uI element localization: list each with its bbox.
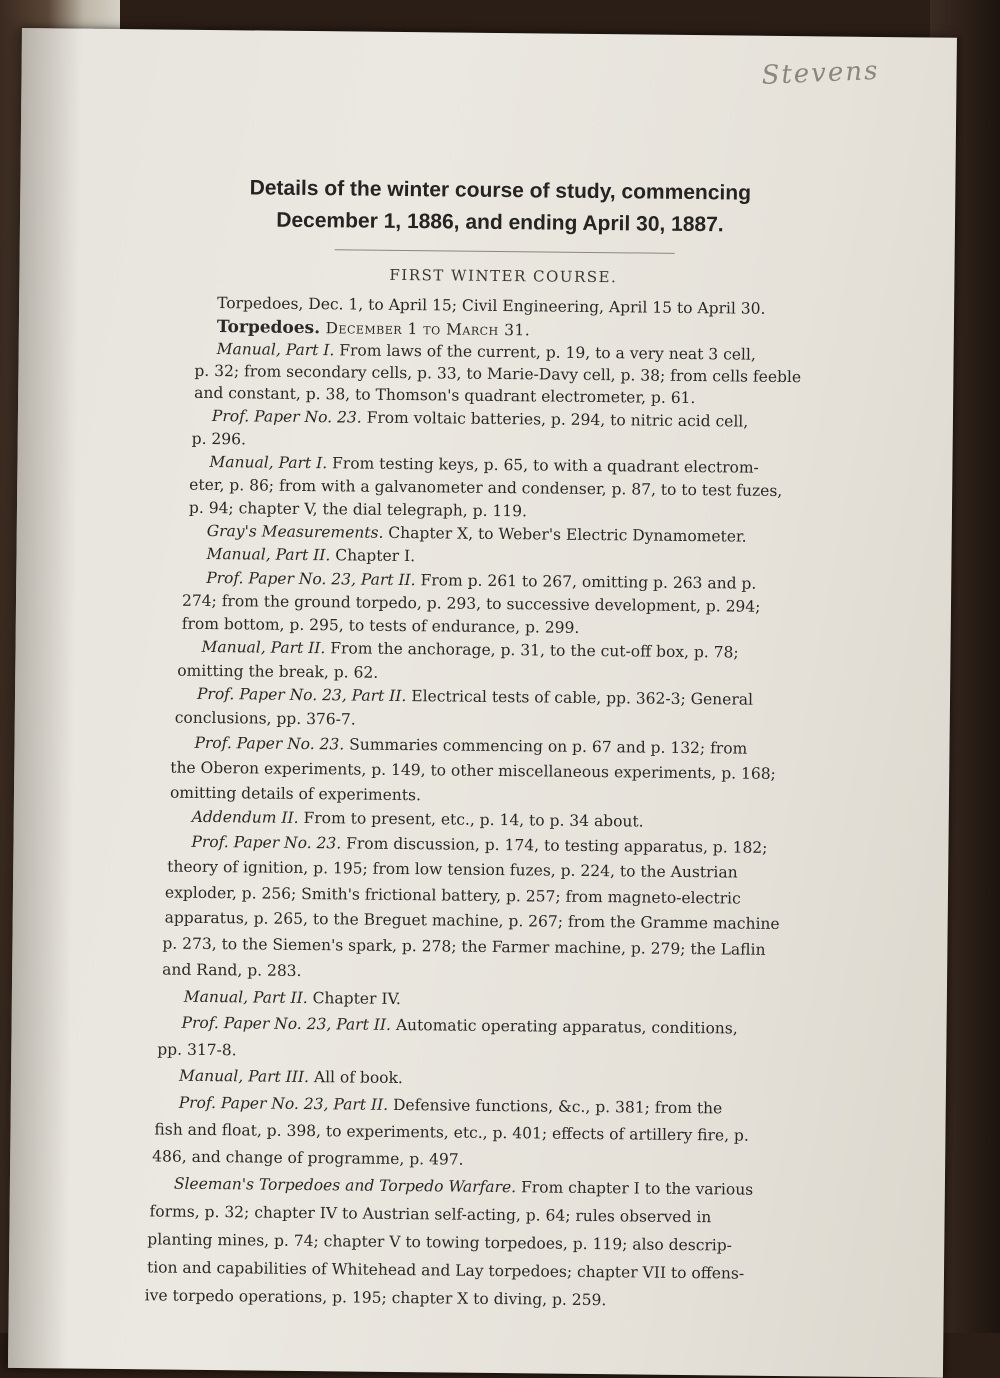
text-line (145, 1284, 607, 1311)
reference-title: Addendum II. (191, 807, 299, 827)
text-segment: tion and capabilities of Whitehead and Lay torpedoes; chapter VII to offens- (146, 1258, 745, 1283)
title-divider (335, 249, 675, 254)
text-segment: theory of ignition, p. 195; from low tension fuzes, p. 224, to the Austrian (167, 857, 738, 882)
reference-title: Prof. Paper No. 23. (211, 407, 362, 427)
reference-title: Manual, Part I. (216, 340, 335, 360)
text-line (174, 1173, 754, 1202)
text-segment: Torpedoes, Dec. 1, to April 15; Civil Engineering, April 15 to April 30. (217, 294, 766, 318)
text-line (152, 1145, 464, 1171)
text-line (179, 1092, 723, 1120)
text-segment: Chapter X, to Weber's Electric Dynamometer. (383, 523, 747, 546)
text-segment: omitting the break, p. 62. (177, 661, 379, 682)
text-segment: pp. 317-8. (157, 1040, 237, 1060)
text-segment: Summaries commencing on p. 67 and p. 132; from (344, 735, 748, 758)
text-line (154, 1118, 749, 1147)
text-segment: fish and float, p. 398, to experiments, etc., p. 401; effects of artillery fire, p. (154, 1120, 749, 1145)
text-line (179, 1065, 403, 1090)
reference-title: Gray's Measurements. (206, 521, 384, 542)
text-segment: From laws of the current, p. 19, to a very neat 3 cell, (334, 341, 756, 364)
text-segment: From discussion, p. 174, to testing apparatus, p. 182; (341, 834, 768, 857)
text-segment: ive torpedo operations, p. 195; chapter X to diving, p. 259. (144, 1286, 607, 1310)
text-segment: omitting details of experiments. (169, 783, 422, 805)
text-line (177, 660, 378, 685)
text-segment: From p. 261 to 267, omitting p. 263 and p. (415, 571, 757, 593)
text-line (170, 782, 421, 807)
text-line (149, 1200, 711, 1228)
text-segment: Automatic operating apparatus, conditions, (390, 1015, 738, 1038)
text-segment: Electrical tests of cable, pp. 362-3; General (406, 687, 754, 709)
reference-title: Sleeman's Torpedoes and Torpedo Warfare. (173, 1174, 517, 1197)
text-segment: 274; from the ground torpedo, p. 293, to successive development, p. 294; (181, 591, 761, 616)
text-segment: apparatus, p. 265, to the Breguet machine, p. 267; from the Gramme machine (164, 908, 780, 933)
text-line (162, 933, 765, 962)
text-segment: and constant, p. 38, to Thomson's quadrant electrometer, p. 61. (194, 383, 696, 408)
text-segment: planting mines, p. 74; chapter V to towing torpedoes, p. 119; also descrip- (147, 1230, 733, 1255)
reference-title: Prof. Paper No. 23, Part II. (178, 1093, 389, 1114)
text-segment: the Oberon experiments, p. 149, to other miscellaneous experiments, p. 168; (170, 758, 776, 783)
text-segment: eter, p. 86; from with a galvanometer and condenser, p. 87, to to test fuzes, (189, 475, 783, 500)
text-line (192, 428, 247, 451)
text-line (175, 707, 356, 731)
reference-title: Manual, Part II. (206, 544, 331, 565)
text-segment: from bottom, p. 295, to tests of endurance, p. 299. (181, 614, 580, 637)
text-segment: p. 94; chapter V, the dial telegraph, p. 119. (188, 498, 528, 521)
text-line (189, 497, 527, 523)
text-segment: and Rand, p. 283. (162, 960, 302, 980)
title-line-1: Details of the winter course of study, commencing (249, 176, 752, 205)
page-title (140, 171, 861, 243)
text-segment: forms, p. 32; chapter IV to Austrian self-acting, p. 64; rules observed in (149, 1202, 712, 1227)
reference-title: Manual, Part III. (178, 1066, 310, 1087)
course-details (139, 291, 859, 1310)
text-segment: All of book. (308, 1068, 403, 1088)
text-line (147, 1228, 732, 1257)
text-segment: p. 296. (191, 429, 247, 449)
text-segment: From chapter I to the various (516, 1178, 754, 1199)
text-segment: From the anchorage, p. 31, to the cut-off box, p. 78; (325, 639, 739, 662)
reference-title: Manual, Part I. (209, 452, 328, 473)
text-segment: p. 32; from secondary cells, p. 33, to Marie-Davy cell, p. 38; from cells feeble (194, 361, 802, 387)
text-line (162, 959, 302, 983)
text-segment: December 1 to March 31. (320, 319, 531, 340)
reference-title: Prof. Paper No. 23, Part II. (206, 568, 416, 590)
text-segment: Chapter I. (330, 546, 416, 566)
reference-title: Prof. Paper No. 23. (194, 733, 345, 754)
text-line (165, 907, 780, 936)
text-segment: Chapter IV. (307, 989, 402, 1009)
text-segment: From to present, etc., p. 14, to p. 34 about. (298, 808, 644, 831)
title-line-2: December 1, 1886, and ending April 30, 1887. (276, 208, 724, 237)
text-line (184, 986, 401, 1011)
text-segment: From testing keys, p. 65, to with a quadrant electrom- (327, 454, 759, 477)
text-line (194, 732, 747, 760)
text-line (181, 1012, 737, 1040)
text-line (206, 543, 415, 568)
text-segment: conclusions, pp. 376-7. (174, 708, 356, 729)
text-line (147, 1256, 744, 1285)
reference-title: Prof. Paper No. 23, Part II. (181, 1013, 392, 1034)
text-line (191, 831, 767, 860)
page-gutter-shadow (8, 28, 82, 1369)
reference-title: Manual, Part II. (183, 987, 308, 1008)
reference-title: Prof. Paper No. 23, Part II. (196, 684, 407, 706)
text-line (165, 882, 741, 911)
section-heading: FIRST WINTER COURSE. (389, 265, 618, 287)
text-segment: From voltaic batteries, p. 294, to nitric acid cell, (361, 408, 749, 431)
text-segment: exploder, p. 256; Smith's frictional battery, p. 257; from magneto-electric (164, 883, 741, 908)
reference-title: Manual, Part II. (201, 637, 326, 658)
text-segment: Defensive functions, &c., p. 381; from the (388, 1095, 723, 1118)
handwritten-note: Stevens (760, 55, 880, 91)
text-line (167, 856, 738, 884)
text-line (192, 806, 644, 833)
subject-heading: Torpedoes. (216, 317, 321, 339)
text-line (170, 757, 776, 786)
reference-title: Prof. Paper No. 23. (191, 832, 342, 853)
text-segment: p. 273, to the Siemen's spark, p. 278; the Farmer machine, p. 279; the Laflin (162, 934, 766, 959)
text-line (212, 405, 749, 433)
text-segment: 486, and change of programme, p. 497. (152, 1147, 464, 1169)
document-page (8, 28, 957, 1378)
text-line (157, 1038, 237, 1061)
